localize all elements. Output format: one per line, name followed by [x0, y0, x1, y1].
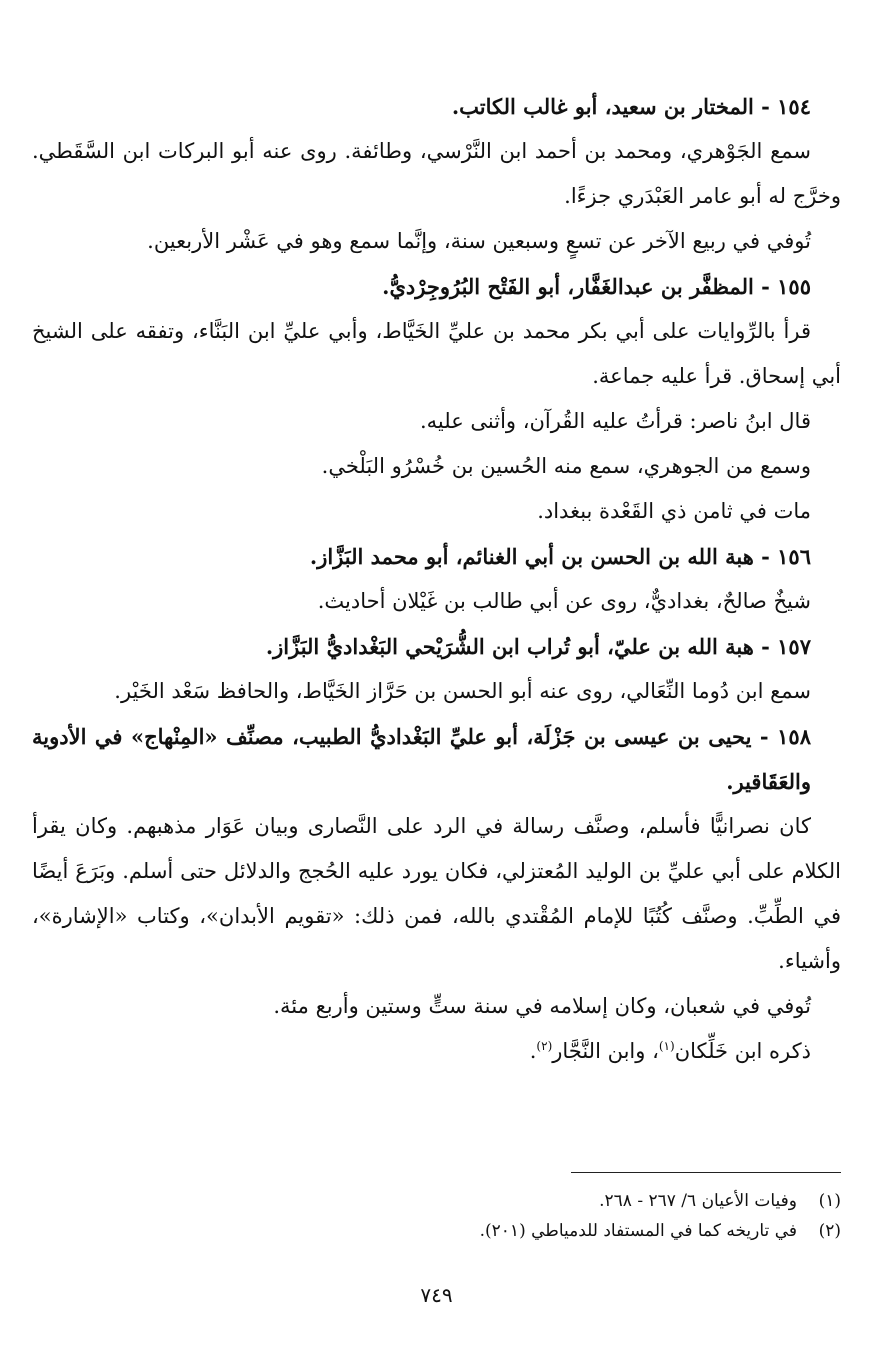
- page-number: ٧٤٩: [420, 1283, 453, 1307]
- footnote-ref: (١): [658, 1039, 675, 1053]
- footnotes: [32, 1186, 841, 1246]
- entry-closing-line: [32, 1029, 841, 1074]
- entry-heading: ١٥٦ - هبة الله بن الحسن بن أبي الغنائم، أبو محمد البَزَّاز.: [309, 544, 811, 569]
- entry-paragraph: كان نصرانيًّا فأسلم، وصنَّف رسالة في الرد على النَّصارى وبيان عَوَار مذهبهم. وكان يقرأ الكلام على أبي عليِّ بن الوليد المُعتزلي، فكان يورد عليه الحُجج والدلائل حتى أسلم. وبَرَعَ أيضًا في الطِّبِّ. وصنَّف كُتُبًا للإمام المُقْتدي بالله، فمن ذلك: «تقويم الأبدان»، وكتاب «الإشارة»، وأشياء.: [32, 814, 841, 973]
- footnote-text: وفيات الأعيان ٦/ ٢٦٧ - ٢٦٨.: [599, 1191, 797, 1211]
- entry-paragraph: تُوفي في شعبان، وكان إسلامه في سنة ستٍّ وستين وأربع مئة.: [273, 994, 811, 1018]
- entry-paragraph: سمع ابن دُوما النِّعَالي، روى عنه أبو الحسن بن حَرَّاز الخَيَّاط، والحافظ سَعْد الخَيْر.: [114, 679, 811, 703]
- closing-text: ، وابن النَّجَّار: [552, 1039, 659, 1063]
- footnote-text: في تاريخه كما في المستفاد للدمياطي (٢٠١).: [479, 1221, 797, 1241]
- closing-text: ذكره ابن خَلِّكان: [674, 1039, 811, 1063]
- main-text: [32, 84, 841, 1074]
- entry-paragraph: تُوفي في ربيع الآخر عن تسعٍ وسبعين سنة، وإنَّما سمع وهو في عَشْر الأربعين.: [147, 229, 811, 253]
- footnote-number: (٢): [818, 1221, 841, 1241]
- entry-paragraph: مات في ثامن ذي القَعْدة ببغداد.: [537, 499, 811, 523]
- entry-heading: ١٥٨ - يحيى بن عيسى بن جَزْلَة، أبو عليِّ البَغْداديُّ الطبيب، مصنِّف «المِنْهاج» في الأدوية والعَقَاقير.: [32, 724, 811, 794]
- footnote-ref: (٢): [536, 1039, 553, 1053]
- footnote: [32, 1186, 841, 1216]
- entry-paragraph: قرأ بالرِّوايات على أبي بكر محمد بن عليِّ الخَيَّاط، وأبي عليِّ ابن البَنَّاء، وتفقه على الشيخ أبي إسحاق. قرأ عليه جماعة.: [32, 319, 841, 388]
- closing-text: .: [529, 1039, 537, 1063]
- entry-paragraph: شيخٌ صالحٌ، بغداديٌّ، روى عن أبي طالب بن غَيْلان أحاديث.: [317, 589, 811, 613]
- entry-paragraph: سمع الجَوْهري، ومحمد بن أحمد ابن النَّرْسي، وطائفة. روى عنه أبو البركات ابن السَّقَطي. وخرَّج له أبو عامر العَبْدَري جزءًا.: [32, 139, 841, 208]
- entry-paragraph: وسمع من الجوهري، سمع منه الحُسين بن خُسْرُو البَلْخي.: [321, 454, 811, 478]
- entry-heading: ١٥٤ - المختار بن سعيد، أبو غالب الكاتب.: [451, 94, 811, 119]
- footnote: [32, 1216, 841, 1246]
- footnote-number: (١): [818, 1191, 841, 1211]
- entry-heading: ١٥٧ - هبة الله بن عليّ، أبو تُراب ابن الشُّرَيْحي البَغْداديُّ البَزَّاز.: [265, 634, 811, 659]
- entry-heading: ١٥٥ - المظفَّر بن عبدالغَفَّار، أبو الفَتْح البُرُوجِرْديُّ.: [382, 274, 811, 299]
- entry-paragraph: قال ابنُ ناصر: قرأتُ عليه القُرآن، وأثنى عليه.: [419, 409, 811, 433]
- footnote-divider: [571, 1172, 841, 1173]
